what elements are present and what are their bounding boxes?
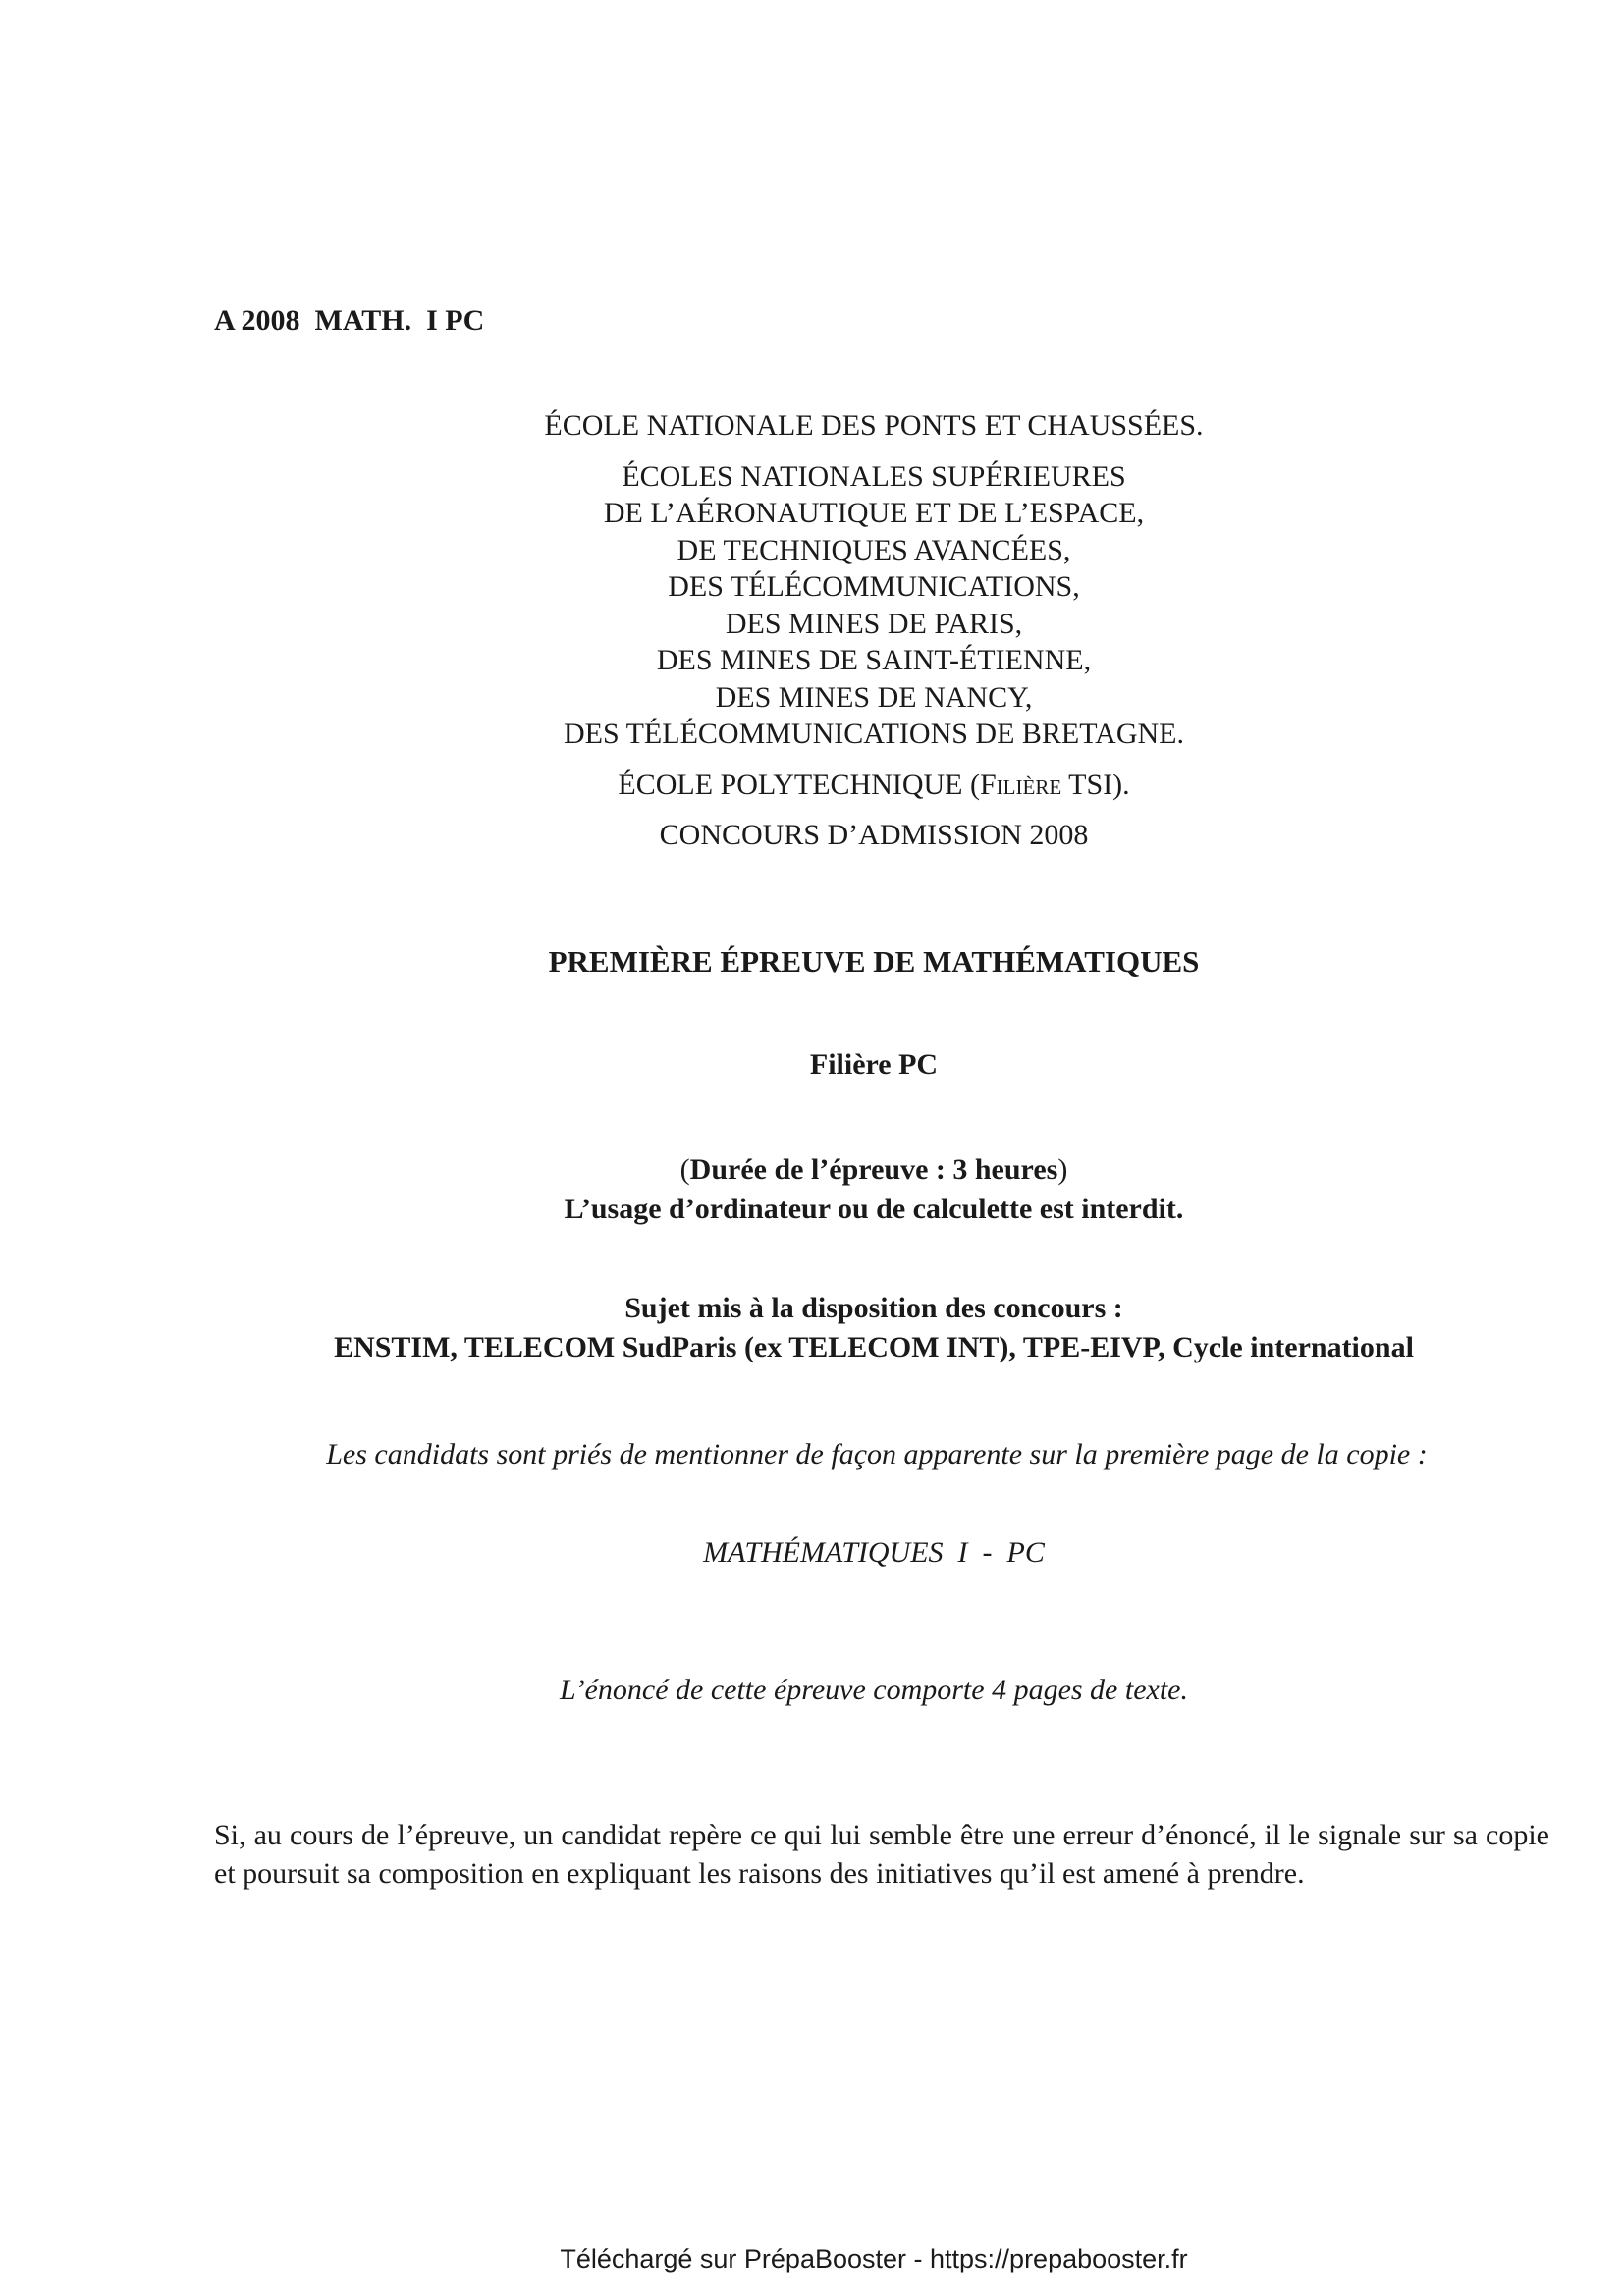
duration-open-paren: ( bbox=[679, 1153, 690, 1186]
sujet-line-1: Sujet mis à la disposition des concours : bbox=[624, 1292, 1123, 1324]
sujet-block bbox=[196, 1289, 1551, 1367]
exam-code: A 2008 MATH. I PC bbox=[214, 304, 485, 337]
copy-mention: MATHÉMATIQUES I - PC bbox=[703, 1536, 1045, 1569]
school-line: DES TÉLÉCOMMUNICATIONS, bbox=[668, 570, 1080, 603]
exam-filiere: Filière PC bbox=[809, 1048, 939, 1081]
calculator-rule: L’usage d’ordinateur ou de calculette est interdit. bbox=[564, 1193, 1184, 1225]
polytechnique-suffix: TSI). bbox=[1061, 768, 1130, 801]
polytechnique-filiere: Filière bbox=[980, 768, 1062, 801]
duration-text: Durée de l’épreuve : 3 heures bbox=[689, 1153, 1058, 1186]
school-line: DES MINES DE SAINT-ÉTIENNE, bbox=[656, 644, 1092, 676]
polytechnique-prefix: ÉCOLE POLYTECHNIQUE ( bbox=[618, 768, 980, 801]
school-line: DES TÉLÉCOMMUNICATIONS DE BRETAGNE. bbox=[563, 718, 1185, 750]
school-line: DES MINES DE NANCY, bbox=[715, 680, 1033, 714]
sujet-line-2: ENSTIM, TELECOM SudParis (ex TELECOM INT), TPE-EIVP, Cycle international bbox=[334, 1331, 1414, 1363]
school-ponts: ÉCOLE NATIONALE DES PONTS ET CHAUSSÉES. bbox=[544, 409, 1204, 442]
school-line: DE L’AÉRONAUTIQUE ET DE L’ESPACE, bbox=[603, 497, 1145, 529]
school-line: DES MINES DE PARIS, bbox=[725, 607, 1023, 640]
error-instruction: Si, au cours de l’épreuve, un candidat repère ce qui lui semble être une erreur d’énoncé, il le signale sur sa copie et poursuit sa composition en expliquant les raisons des initiatives qu’il est amené à prendre. bbox=[214, 1819, 1549, 1890]
candidats-instruction: Les candidats sont priés de mentionner de façon apparente sur la première page de la copie : bbox=[326, 1438, 1428, 1470]
exam-title: PREMIÈRE ÉPREUVE DE MATHÉMATIQUES bbox=[548, 944, 1200, 979]
schools-list bbox=[491, 407, 1257, 854]
school-polytechnique bbox=[491, 767, 1257, 804]
exam-duration-block bbox=[461, 1150, 1286, 1229]
exam-duration bbox=[461, 1150, 1286, 1190]
duration-close-paren: ) bbox=[1057, 1153, 1068, 1186]
school-line: DE TECHNIQUES AVANCÉES, bbox=[677, 533, 1071, 566]
concours-admission: CONCOURS D’ADMISSION 2008 bbox=[659, 819, 1089, 851]
school-line: ÉCOLES NATIONALES SUPÉRIEURES bbox=[622, 459, 1126, 493]
download-footer: Téléchargé sur PrépaBooster - https://prepabooster.fr bbox=[560, 2244, 1188, 2273]
page-count-note: L’énoncé de cette épreuve comporte 4 pages de texte. bbox=[560, 1674, 1188, 1706]
